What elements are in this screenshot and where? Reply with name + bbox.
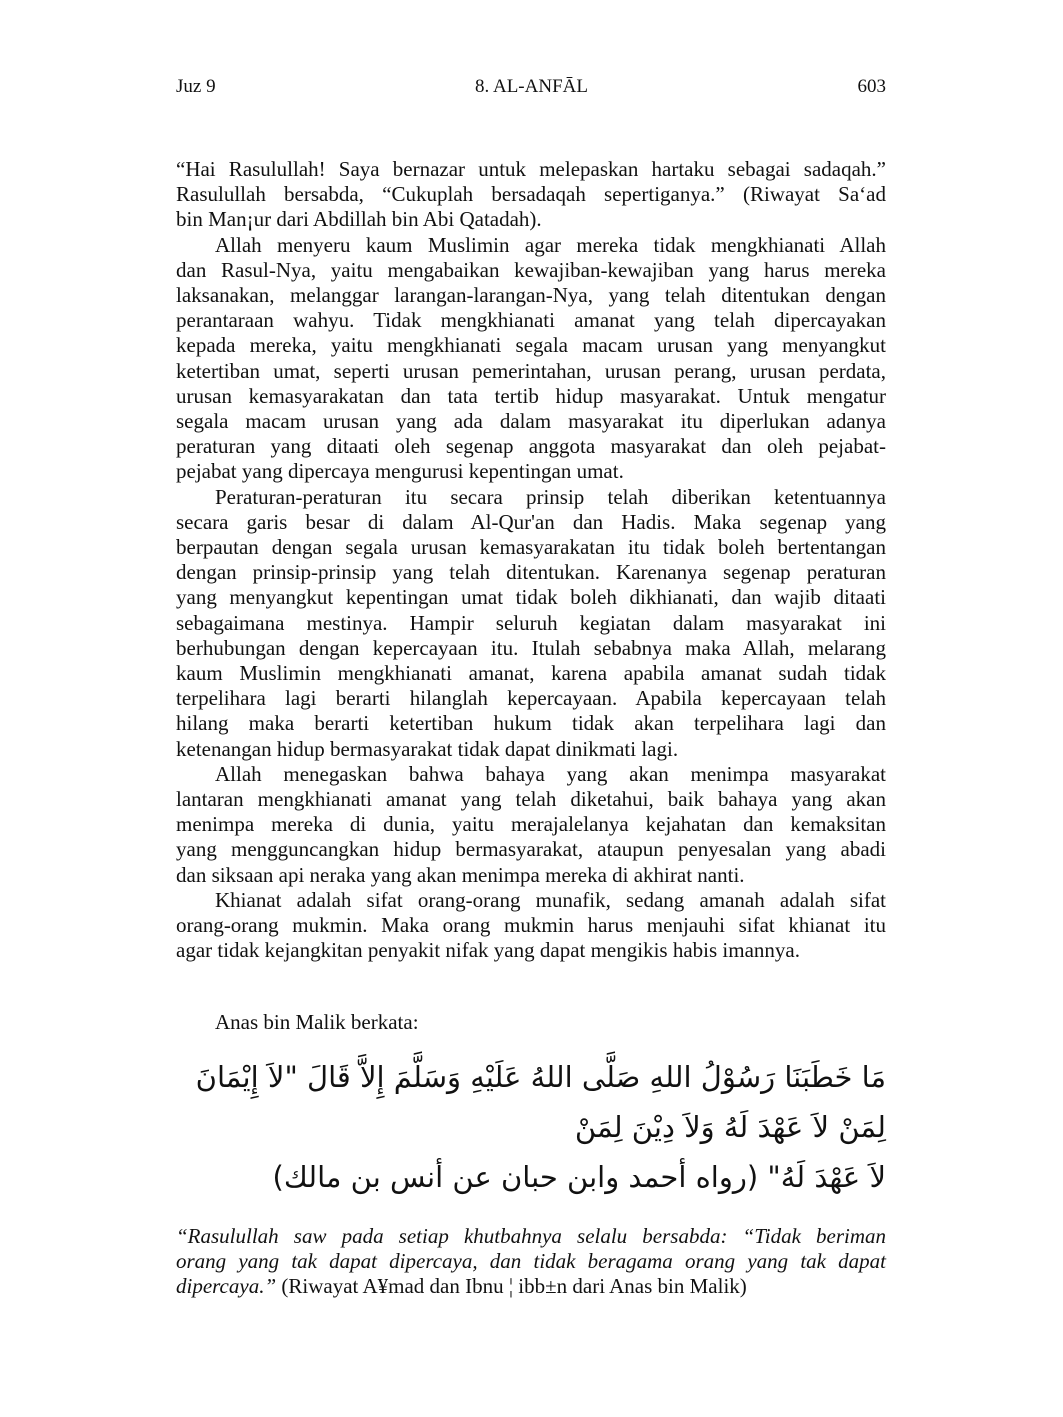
paragraph-line: hilang maka berarti ketertiban hukum tidak akan terpelihara lagi dan: [176, 711, 886, 736]
paragraph-line: Allah menyeru kaum Muslimin agar mereka tidak mengkhianati Allah: [215, 232, 886, 257]
paragraph-line: urusan kemasyarakatan dan tata tertib hidup masyarakat. Untuk mengatur: [176, 383, 886, 408]
paragraph-line: yang menyangkut kepentingan umat tidak boleh dikhianati, dan wajib ditaati: [176, 585, 886, 610]
paragraph-line: ketenangan hidup bermasyarakat tidak dapat dinikmati lagi.: [176, 736, 679, 761]
paragraph-line: perantaraan wahyu. Tidak mengkhianati amanat yang telah dipercayakan: [176, 308, 886, 333]
paragraph-line: peraturan yang ditaati oleh segenap anggota masyarakat dan oleh pejabat-: [176, 434, 886, 459]
paragraph-line: agar tidak kejangkitan penyakit nifak yang dapat mengikis habis imannya.: [176, 938, 800, 963]
paragraph-line: Khianat adalah sifat orang-orang munafik, sedang amanah adalah sifat: [215, 887, 886, 912]
paragraph-line: “Hai Rasulullah! Saya bernazar untuk melepaskan hartaku sebagai sadaqah.”: [176, 157, 886, 181]
paragraph-line: secara garis besar di dalam Al-Qur'an dan Hadis. Maka segenap yang: [176, 509, 886, 534]
arabic-hadith: [176, 1052, 886, 1202]
paragraph-line: sebagaimana mestinya. Hampir seluruh kegiatan dalam masyarakat ini: [176, 610, 886, 635]
paragraph-line: orang-orang mukmin. Maka orang mukmin harus menjauhi sifat khianat itu: [176, 913, 886, 938]
hadith-block: [176, 1052, 886, 1300]
arabic-line: مَا خَطَبَنَا رَسُوْلُ اللهِ صَلَّى اللهُ عَلَيْهِ وَسَلَّمَ إِلاَّ قَالَ "لاَ إِيْمَانَ لِمَنْ لاَ عَهْدَ لَهُ وَلاَ دِيْنَ لِمَنْ: [195, 1060, 886, 1144]
paragraph-line: dan siksaan api neraka yang akan menimpa mereka di akhirat nanti.: [176, 862, 745, 887]
paragraph-line: berhubungan dengan kepercayaan itu. Itulah sebabnya maka Allah, melarang: [176, 635, 886, 660]
translation-line: orang yang tak dapat dipercaya, dan tidak beragama orang yang tak dapat: [176, 1249, 886, 1274]
paragraph-line: yang mengguncangkan hidup bermasyarakat, ataupun penyesalan yang abadi: [176, 837, 886, 862]
paragraph-line: dengan prinsip-prinsip yang telah ditentukan. Karenanya segenap peraturan: [176, 560, 886, 585]
paragraph-line: lantaran mengkhianati amanat yang telah diketahui, baik bahaya yang akan: [176, 787, 886, 812]
paragraph-line: pejabat yang dipercaya mengurusi kepentingan umat.: [176, 459, 624, 484]
body-text: [176, 157, 886, 964]
paragraph-line: kepada mereka, yaitu mengkhianati segala macam urusan yang menyangkut: [176, 333, 886, 358]
citation: (Riwayat A¥mad dan Ibnu ¦ ibb±n dari Anas bin Malik): [276, 1274, 747, 1299]
paragraph-line: berpautan dengan segala urusan kemasyarakatan itu tidak boleh bertentangan: [176, 535, 886, 560]
intro-line: [176, 1010, 886, 1035]
header-page-number: 603: [857, 76, 886, 97]
paragraph-line: segala macam urusan yang ada dalam masyarakat itu diperlukan adanya: [176, 409, 886, 434]
paragraph-line: Rasulullah bersabda, “Cukuplah bersadaqah sepertiganya.” (Riwayat Sa‘ad: [176, 182, 886, 207]
paragraph-line: bin Man¡ur dari Abdillah bin Abi Qatadah).: [176, 207, 542, 232]
arabic-line: لاَ عَهْدَ لَهُ" (رواه أحمد وابن حبان عن أنس بن مالك): [272, 1160, 886, 1194]
header-juz: Juz 9: [176, 76, 216, 97]
intro-text: Anas bin Malik berkata:: [215, 1010, 419, 1034]
translation-line: [176, 1274, 886, 1299]
paragraph-line: dan Rasul-Nya, yaitu mengabaikan kewajiban-kewajiban yang harus mereka: [176, 257, 886, 282]
paragraph-line: laksanakan, melanggar larangan-larangan-Nya, yang telah ditentukan dengan: [176, 283, 886, 308]
paragraph-line: terpelihara lagi berarti hilanglah kepercayaan. Apabila kepercayaan telah: [176, 686, 886, 711]
paragraph-line: Peraturan-peraturan itu secara prinsip telah diberikan ketentuannya: [215, 484, 886, 509]
paragraph-line: kaum Muslimin mengkhianati amanat, karena apabila amanat sudah tidak: [176, 661, 886, 686]
paragraph-line: ketertiban umat, seperti urusan pemerintahan, urusan perang, urusan perdata,: [176, 358, 886, 383]
paragraph-line: menimpa mereka di dunia, yaitu merajalelanya kejahatan dan kemaksitan: [176, 812, 886, 837]
translation-line: “Rasulullah saw pada setiap khutbahnya selalu bersabda: “Tidak beriman: [176, 1224, 886, 1248]
paragraph-line: Allah menegaskan bahwa bahaya yang akan menimpa masyarakat: [215, 761, 886, 786]
translation-italic: dipercaya.”: [176, 1274, 277, 1299]
header-surah: 8. AL-ANFĀL: [475, 76, 588, 97]
translation: [176, 1224, 886, 1300]
